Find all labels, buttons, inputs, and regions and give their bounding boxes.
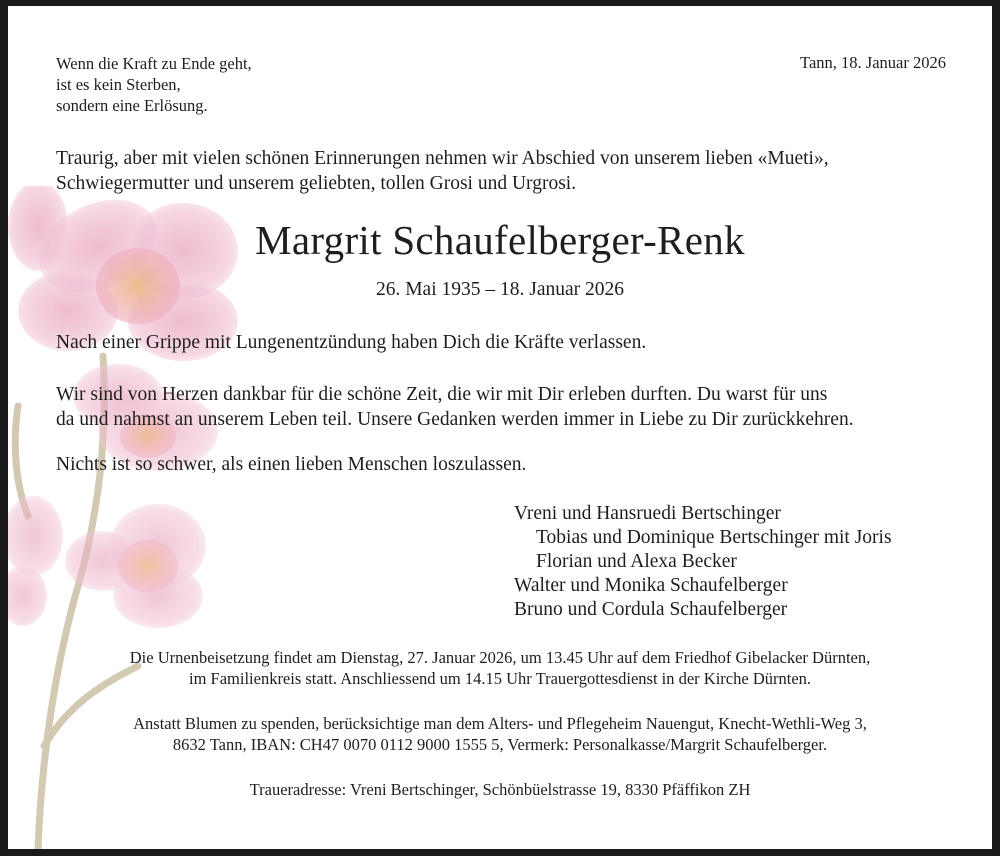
donation-line: 8632 Tann, IBAN: CH47 0070 0112 9000 1555 5, Vermerk: Personalkasse/Margrit Schaufelberger. [172, 735, 828, 754]
paragraph-line: Wir sind von Herzen dankbar für die schöne Zeit, die wir mit Dir erleben durften. Du warst für uns [56, 384, 828, 405]
motto-line: ist es kein Sterben, [56, 75, 181, 94]
obituary-page [8, 6, 992, 849]
intro-line: Traurig, aber mit vielen schönen Erinnerungen nehmen wir Abschied von unserem lieben «Mueti», [56, 148, 829, 169]
paragraph-cause: Nach einer Grippe mit Lungenentzündung haben Dich die Kräfte verlassen. [56, 332, 647, 353]
mourner-entry: Walter und Monika Schaufelberger [514, 575, 788, 596]
donation-notice [8, 713, 992, 755]
paragraph-farewell: Nichts ist so schwer, als einen lieben Menschen loszulassen. [56, 454, 527, 475]
donation-line: Anstatt Blumen zu spenden, berücksichtige man dem Alters- und Pflegeheim Nauengut, Knecht-Wethli-Weg 3, [133, 714, 867, 733]
funeral-line: im Familienkreis statt. Anschliessend um 14.15 Uhr Trauergottesdienst in der Kirche Dürnten. [188, 669, 812, 688]
funeral-line: Die Urnenbeisetzung findet am Dienstag, 27. Januar 2026, um 13.45 Uhr auf dem Friedhof Gibelacker Dürnten, [129, 648, 871, 667]
mourner-entry: Tobias und Dominique Bertschinger mit Joris [536, 527, 892, 548]
intro-line: Schwiegermutter und unserem geliebten, tollen Grosi und Urgrosi. [56, 173, 577, 194]
paragraph-gratitude [56, 382, 854, 432]
motto-verse [56, 53, 252, 116]
intro-text [56, 146, 829, 196]
deceased-name: Margrit Schaufelberger-Renk [255, 217, 745, 263]
mourner-entry: Florian und Alexa Becker [536, 551, 737, 572]
motto-line: Wenn die Kraft zu Ende geht, [56, 54, 252, 73]
mourner-entry: Bruno und Cordula Schaufelberger [514, 599, 788, 620]
funeral-notice [8, 647, 992, 689]
life-dates: 26. Mai 1935 – 18. Januar 2026 [375, 279, 625, 300]
mourner-entry: Vreni und Hansruedi Bertschinger [514, 503, 781, 524]
mourning-address: Traueradresse: Vreni Bertschinger, Schönbüelstrasse 19, 8330 Pfäffikon ZH [249, 780, 751, 799]
mourners-list [514, 502, 892, 622]
place-date: Tann, 18. Januar 2026 [800, 53, 946, 72]
motto-line: sondern eine Erlösung. [56, 96, 208, 115]
paragraph-line: da und nahmst an unserem Leben teil. Unsere Gedanken werden immer in Liebe zu Dir zurückkehren. [56, 409, 854, 430]
